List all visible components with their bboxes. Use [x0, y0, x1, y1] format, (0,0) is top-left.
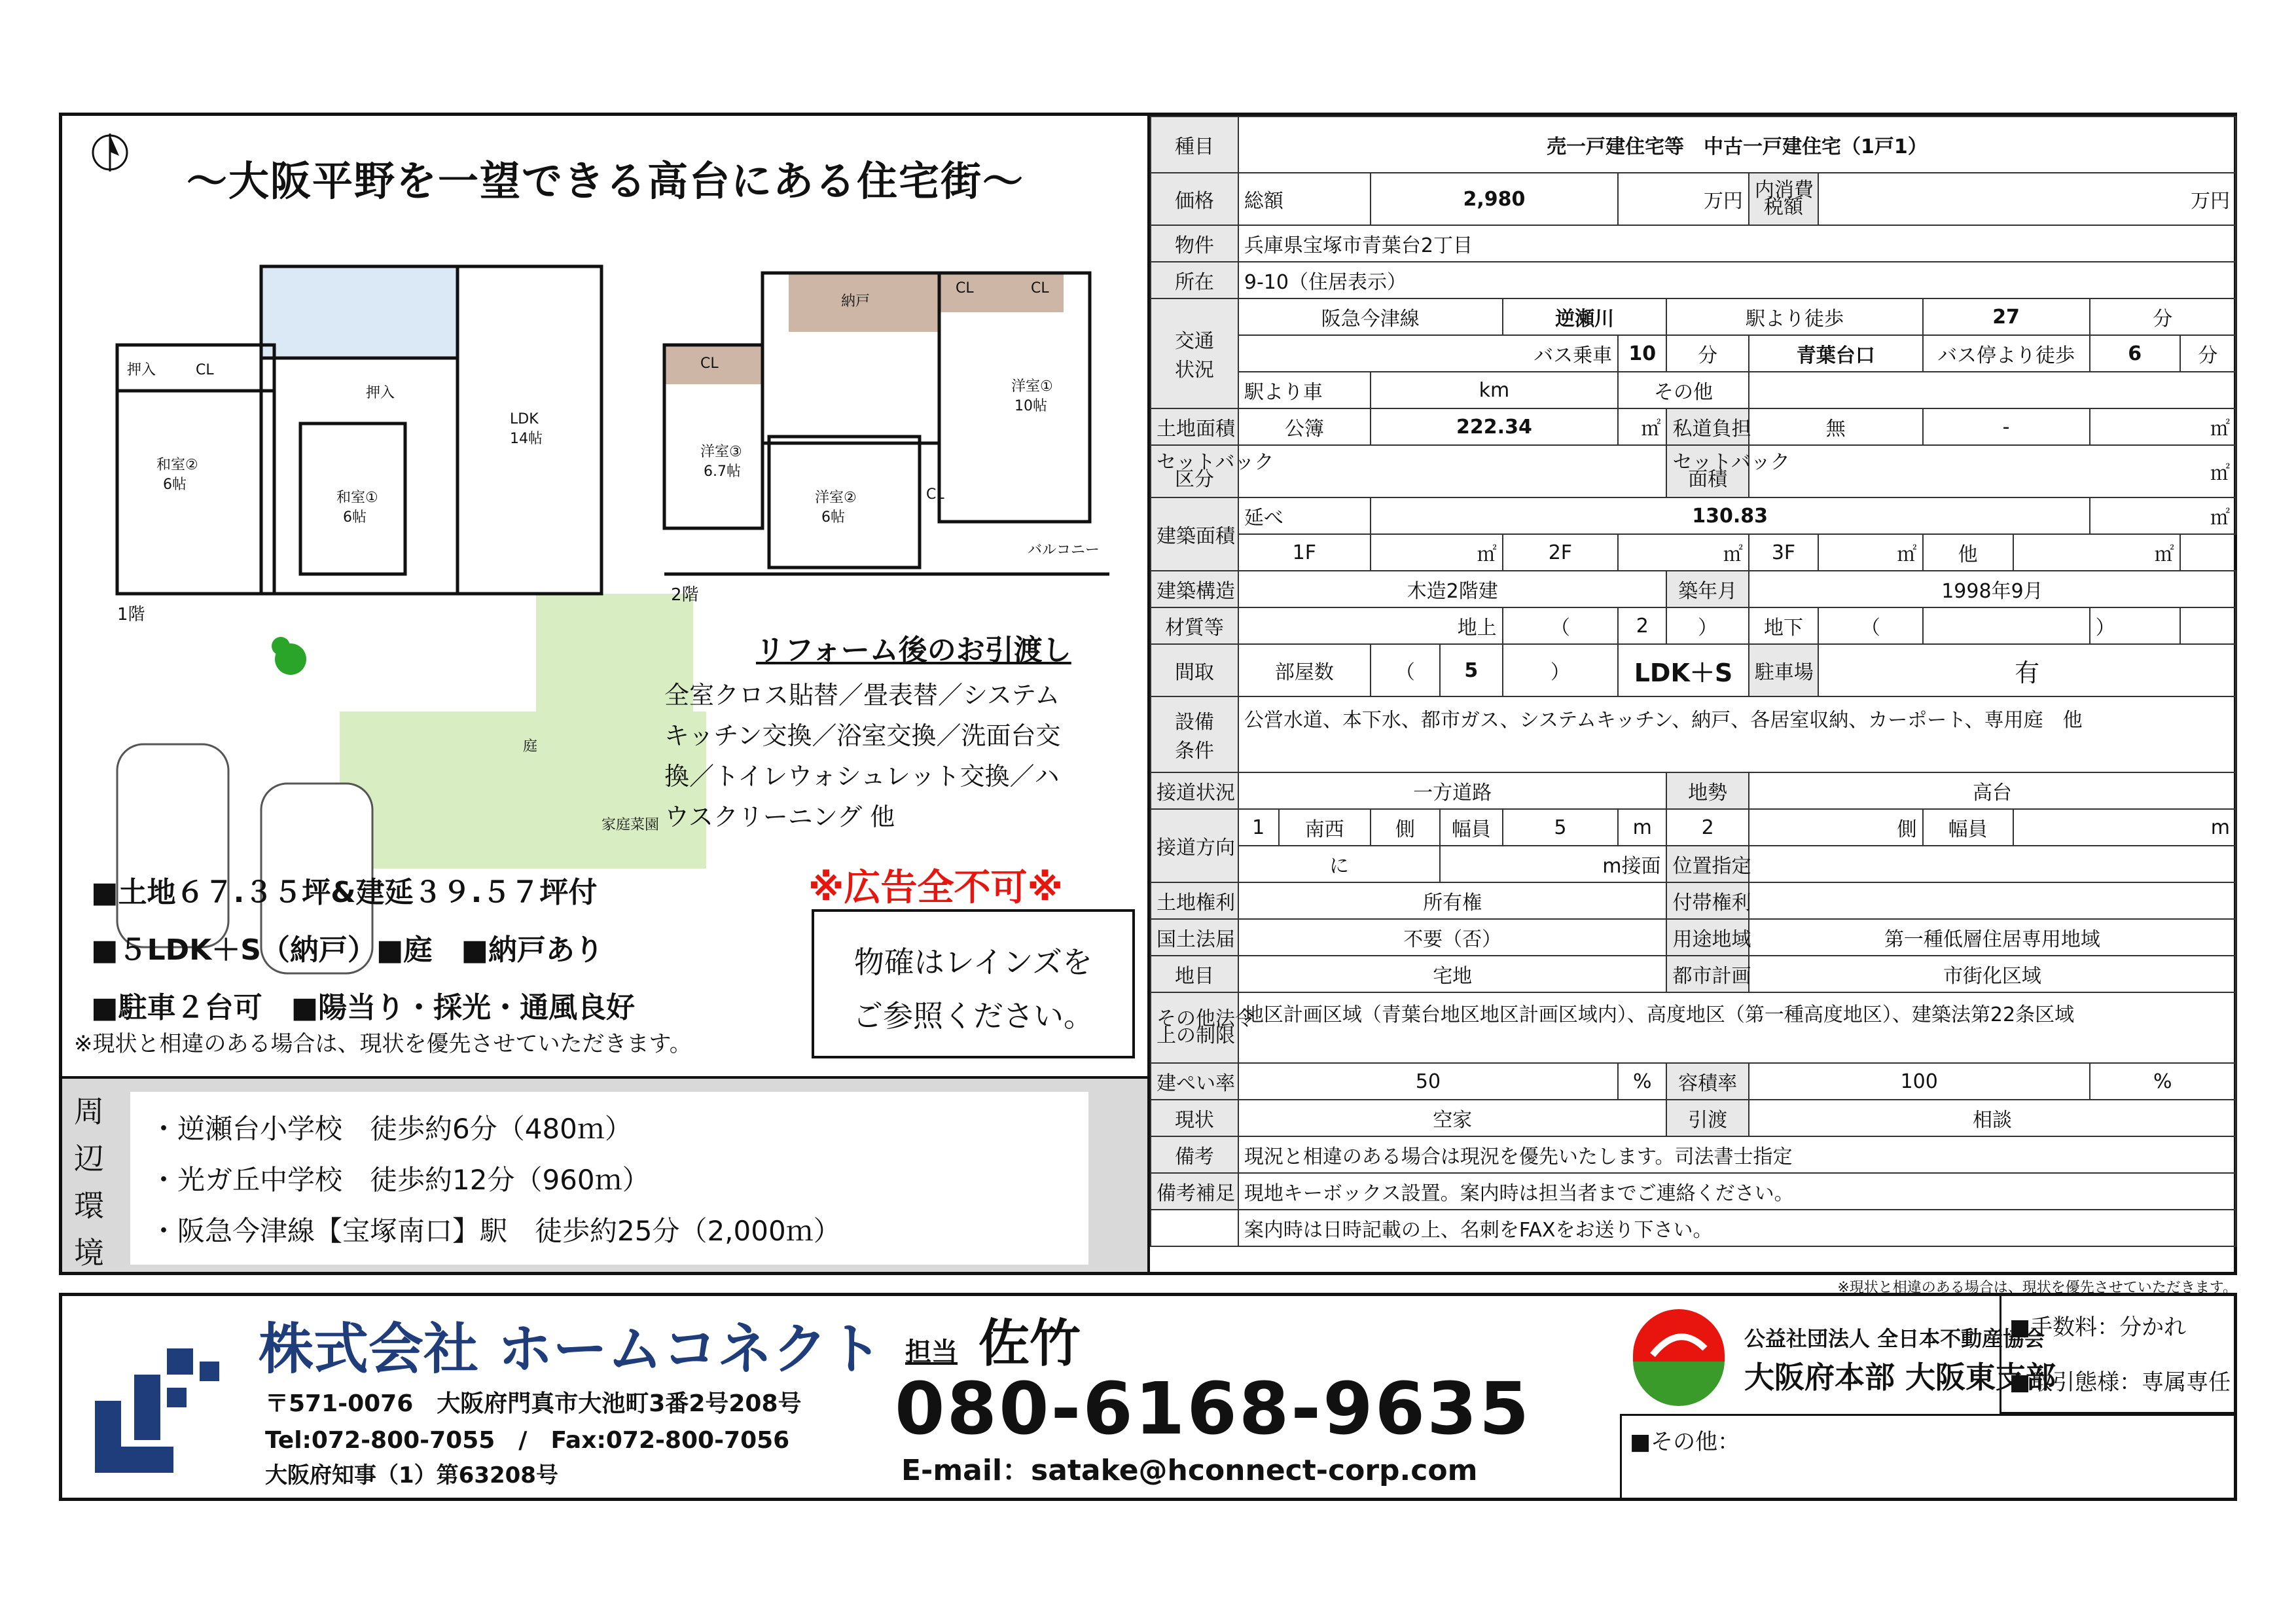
private-road-label: 私道負担 [1666, 408, 1748, 445]
yoshitsu1-size: 10帖 [1014, 398, 1047, 414]
fees-box [2000, 1296, 2234, 1414]
land-area-value: 222.34 [1371, 408, 1618, 445]
station-name: 逆瀬川 [1503, 298, 1667, 335]
sqm-unit: ㎡ [2090, 497, 2236, 534]
location-spec-label: 位置指定 [1666, 846, 1748, 882]
built-value: 1998年9月 [1749, 571, 2236, 607]
washitsu2-size: 6帖 [163, 477, 187, 493]
line-name: 阪急今津線 [1238, 298, 1503, 335]
type-label: 種目 [1151, 117, 1238, 173]
address-1: 兵庫県宝塚市青葉台2丁目 [1238, 225, 2236, 262]
status-value: 空家 [1238, 1100, 1667, 1136]
bus-minutes: 10 [1618, 335, 1666, 372]
bus-ride-label: バス乗車 [1238, 335, 1618, 372]
floor-other: 他 [1923, 534, 2013, 571]
road-value: 一方道路 [1238, 772, 1667, 809]
footer [59, 1293, 2237, 1501]
km-unit: km [1371, 372, 1618, 408]
private-road-dash: - [1923, 408, 2090, 445]
spec-table: 種目 売一戸建住宅等 中古一戸建住宅（1戸1） 価格 総額 2,980 万円 内消費 税額 万円 物件 兵庫県宝塚市青葉台2丁目 所在 9-10（住居表示） 交通 状況 阪急今津線 逆瀬川 駅より徒歩 27 分 バス乗車 10 分 青葉台口 バス停より徒歩 6 分 駅より車 km その他 土地面積 公簿 222.34 ㎡ 私道負担 無 - ㎡ セットバック 区分 セットバック 面積 ㎡ 建築面積 延べ 130.83 ㎡ 1F ㎡ 2F ㎡ 3F ㎡ 他 ㎡ 建築構造 木造2階建 築年月 1998年9月 材質等 地上 （ 2 ） 地下 （ ） 間取 部屋数 （ 5 ） LDK＋S 駐車場 有 設備 条件 公営水道、本下水、都市ガス、システムキッチン、納戸、各居室収納、カーポート、専用庭 他 接道状況 一方道路 地勢 高台 接道方向 1 南西 側 幅員 5 m 2 側 幅員 m に m接面 位置指定 土地権利 所有権 付帯権利 国土法届 不要（否） 用途地域 第一種低層住居専用地域 地目 宅地 都市計画 市街化区域 その他法令 上の制限 地区計画区域（青葉台地区地区計画区域内）、高度地区（第一種高度地区）、建築法第22条区域 建ぺい率 50 % 容積率 100 % 現状 空家 引渡 相談 備考 現況と相違のある場合は現況を優先いたします。司法書士指定 備考補足 現地キーボックス設置。案内時は担当者までご連絡ください。 案内時は日時記載の上、名刺をFAXをお送り下さい。 [1150, 116, 2236, 1247]
road-dir-label: 接道方向 [1151, 809, 1238, 882]
reins-note-line-1: 物確はレインズを [853, 945, 1093, 980]
setback-label: セットバック 区分 [1151, 445, 1238, 497]
reform-title: リフォーム後のお引渡し [756, 634, 1071, 667]
below-label: 地下 [1749, 607, 1818, 644]
oshiire2-label: 押入 [366, 385, 395, 401]
sqm-unit: ㎡ [1749, 445, 2236, 497]
reform-line-1: 全室クロス貼替／畳表替／システム [664, 681, 1060, 710]
company-license: 大阪府知事（1）第63208号 [265, 1462, 558, 1489]
remarks2-value-2: 案内時は日時記載の上、名刺をFAXをお送り下さい。 [1238, 1210, 2236, 1246]
station-walk-label: 駅より徒歩 [1666, 298, 1922, 335]
land-right-value: 所有権 [1238, 882, 1667, 919]
yoshitsu3-label: 洋室③ [700, 444, 742, 460]
washitsu2-label: 和室② [156, 457, 198, 473]
structure-value: 木造2階建 [1238, 571, 1667, 607]
commission: ■手数料：分かれ [2009, 1314, 2187, 1341]
cl1-2f-label: CL [700, 355, 719, 372]
bus-walk-label: バス停より徒歩 [1923, 335, 2090, 372]
disclaimer-left: ※現状と相違のある場合は、現状を優先させていただきます。 [74, 1031, 692, 1057]
land-right-label: 土地権利 [1151, 882, 1238, 919]
by-car-label: 駅より車 [1238, 372, 1371, 408]
transaction-type: ■取引態様：専属専任 [2009, 1369, 2231, 1396]
remarks2-value-1: 現地キーボックス設置。案内時は担当者までご連絡ください。 [1238, 1173, 2236, 1210]
company-tel-fax: Tel:072-800-7055 / Fax:072-800-7056 [265, 1427, 790, 1454]
above-label: 地上 [1238, 607, 1503, 644]
frontage-unit: m接面 [1440, 846, 1666, 882]
floor-3f: 3F [1749, 534, 1818, 571]
land-cat-value: 宅地 [1238, 956, 1667, 992]
built-label: 築年月 [1666, 571, 1748, 607]
ldk-label: LDK [510, 411, 539, 427]
email: E-mail：satake@hconnect-corp.com [901, 1454, 1478, 1487]
terrain-label: 地勢 [1666, 772, 1748, 809]
bcr-label: 建ぺい率 [1151, 1063, 1238, 1100]
land-cat-label: 地目 [1151, 956, 1238, 992]
kitchen-garden-label: 家庭菜園 [601, 817, 660, 833]
no-ads-notice: ※広告全不可※ [808, 867, 1063, 909]
garden-label: 庭 [523, 738, 538, 755]
structure-label: 建築構造 [1151, 571, 1238, 607]
phone-number: 080-6168-9635 [895, 1367, 1532, 1451]
far-label: 容積率 [1666, 1063, 1748, 1100]
surroundings [62, 1076, 1147, 1272]
washitsu1-size: 6帖 [343, 509, 367, 526]
env-item: ・阪急今津線【宝塚南口】駅 徒歩約25分（2,000ｍ） [150, 1215, 841, 1247]
staff-label: 担当 [905, 1337, 958, 1367]
handover-label: 引渡 [1666, 1100, 1748, 1136]
type-value: 売一戸建住宅等 中古一戸建住宅（1戸1） [1238, 117, 2236, 173]
reform-line-3: 換／トイレウォシュレット交換／ハ [664, 762, 1060, 791]
tax-unit: 万円 [1818, 173, 2236, 225]
other-label: その他 [1618, 372, 1749, 408]
facilities-value: 公営水道、本下水、都市ガス、システムキッチン、納戸、各居室収納、カーポート、専用庭 他 [1238, 696, 2236, 772]
spec-table-panel [1147, 116, 2234, 1272]
location-label-1: 物件 [1151, 225, 1238, 262]
feature-1: ■土地６７.３５坪&建延３９.５７坪付 [91, 876, 598, 909]
cl1-label: CL [196, 362, 214, 378]
bus-stop-name: 青葉台口 [1749, 335, 1923, 372]
road-dir-1: 南西 [1279, 809, 1371, 846]
env-list [130, 1092, 1088, 1265]
sqm-unit: ㎡ [2090, 408, 2236, 445]
private-road-value: 無 [1749, 408, 1923, 445]
price-label: 価格 [1151, 173, 1238, 225]
bcr-value: 50 [1238, 1063, 1618, 1100]
ldk-value: LDK＋S [1618, 644, 1749, 696]
association-logo-icon [1626, 1309, 1731, 1407]
env-item: ・逆瀬台小学校 徒歩約6分（480ｍ） [150, 1113, 632, 1145]
company-address: 〒571-0076 大阪府門真市大池町3番2号208号 [265, 1390, 802, 1417]
yoshitsu2-label: 洋室② [815, 490, 857, 506]
min-unit: 分 [2180, 335, 2236, 372]
reins-note-box [812, 909, 1135, 1058]
other-law-value: 地区計画区域（青葉台地区地区計画区域内）、高度地区（第一種高度地区）、建築法第22条区域 [1238, 992, 2236, 1063]
reform-line-4: ウスクリーニング 他 [664, 803, 895, 831]
land-law-label: 国土法届 [1151, 919, 1238, 956]
min-unit: 分 [1666, 335, 1748, 372]
far-value: 100 [1749, 1063, 2090, 1100]
use-zone-label: 用途地域 [1666, 919, 1748, 956]
location-label-2: 所在 [1151, 262, 1238, 298]
yoshitsu2-size: 6帖 [821, 509, 845, 526]
attached-right-label: 付帯権利 [1666, 882, 1748, 919]
oshiire1-label: 押入 [127, 362, 156, 378]
building-area-value: 130.83 [1371, 497, 2090, 534]
use-zone-value: 第一種低層住居専用地域 [1749, 919, 2236, 956]
nando-label: 納戸 [841, 293, 870, 310]
city-plan-value: 市街化区域 [1749, 956, 2236, 992]
feature-2: ■５LDK＋S（納戸）■庭 ■納戸あり [91, 933, 604, 967]
floorplan-1f [91, 227, 693, 882]
handover-value: 相談 [1749, 1100, 2236, 1136]
association-line-1: 公益社団法人 全日本不動産協会 [1744, 1326, 2045, 1351]
fees-other-box [1620, 1414, 2234, 1498]
small-disclaimer: ※現状と相違のある場合は、現状を優先させていただきます。 [1837, 1280, 2237, 1296]
setback-area-label: セットバック 面積 [1666, 445, 1748, 497]
layout-label: 間取 [1151, 644, 1238, 696]
company-logo-icon [82, 1335, 239, 1479]
company-name: 株式会社 ホームコネクト [259, 1317, 883, 1381]
balcony-label: バルコニー [1028, 542, 1100, 558]
floorplan-2f [664, 260, 1142, 626]
env-label: 周 辺 環 境 [74, 1094, 104, 1271]
sqm-unit: ㎡ [1618, 408, 1666, 445]
land-register: 公簿 [1238, 408, 1371, 445]
road-label: 接道状況 [1151, 772, 1238, 809]
headline: ～大阪平野を一望できる高台にある住宅街～ [187, 157, 1025, 205]
parking-value: 有 [1818, 644, 2236, 696]
remarks2-label: 備考補足 [1151, 1173, 1238, 1210]
reform-block [664, 626, 1136, 837]
property-sheet [59, 113, 2237, 1275]
status-label: 現状 [1151, 1100, 1238, 1136]
floor-2f: 2F [1503, 534, 1618, 571]
floor1-label: 1階 [117, 605, 145, 624]
material-label: 材質等 [1151, 607, 1238, 644]
fees-other: ■その他： [1630, 1429, 1740, 1455]
tax-label: 内消費 税額 [1749, 173, 1818, 225]
features [91, 869, 635, 1026]
reins-note-line-2: ご参照ください。 [853, 998, 1094, 1034]
yoshitsu3-size: 6.7帖 [704, 463, 741, 480]
total-label: 総額 [1238, 173, 1371, 225]
city-plan-label: 都市計画 [1666, 956, 1748, 992]
building-area-label: 建築面積 [1151, 497, 1238, 571]
yoshitsu1-label: 洋室① [1011, 378, 1053, 395]
terrain-value: 高台 [1749, 772, 2236, 809]
feature-3: ■駐車２台可 ■陽当り・採光・通風良好 [91, 991, 636, 1024]
cl4-2f-label: CL [926, 486, 944, 503]
left-panel [62, 116, 1147, 1272]
price-value: 2,980 [1371, 173, 1618, 225]
price-unit: 万円 [1618, 173, 1749, 225]
floor-1f: 1F [1238, 534, 1371, 571]
staff-name: 佐竹 [978, 1314, 1081, 1373]
remarks-value: 現況と相違のある場合は現況を優先いたします。司法書士指定 [1238, 1136, 2236, 1173]
other-law-label: その他法令 上の制限 [1151, 992, 1238, 1063]
land-law-value: 不要（否） [1238, 919, 1667, 956]
total-floor-label: 延べ [1238, 497, 1371, 534]
floors-above: 2 [1618, 607, 1666, 644]
cl2-2f-label: CL [956, 280, 974, 297]
rooms-label: 部屋数 [1238, 644, 1371, 696]
land-area-label: 土地面積 [1151, 408, 1238, 445]
washitsu1-label: 和室① [336, 490, 378, 506]
parking-label: 駐車場 [1749, 644, 1818, 696]
reform-line-2: キッチン交換／浴室交換／洗面台交 [664, 721, 1061, 750]
association-line-2: 大阪府本部 大阪東支部 [1744, 1360, 2056, 1395]
cl3-2f-label: CL [1031, 280, 1049, 297]
remarks-label: 備考 [1151, 1136, 1238, 1173]
walk-minutes: 27 [1923, 298, 2090, 335]
min-unit: 分 [2090, 298, 2236, 335]
address-2: 9-10（住居表示） [1238, 262, 2236, 298]
ldk-size: 14帖 [510, 431, 543, 447]
floor2-label: 2階 [671, 585, 699, 605]
rooms-count: 5 [1440, 644, 1503, 696]
env-item: ・光ガ丘中学校 徒歩約12分（960ｍ） [150, 1164, 650, 1196]
facilities-label: 設備 条件 [1151, 696, 1238, 772]
transport-label: 交通 状況 [1151, 298, 1238, 408]
road-width-1: 5 [1503, 809, 1618, 846]
bus-walk-minutes: 6 [2090, 335, 2180, 372]
